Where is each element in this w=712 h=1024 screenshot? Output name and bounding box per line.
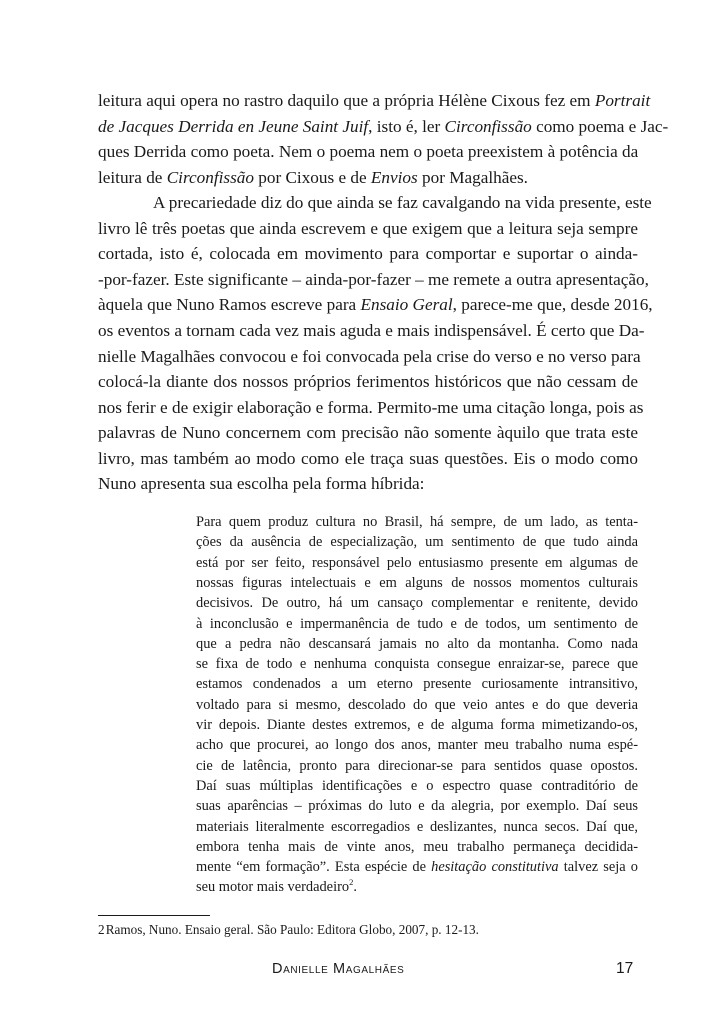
body-line bbox=[98, 216, 638, 241]
quote-text: vir depois. Diante destes extremos, e de alguma forma mimetizando-os, bbox=[196, 717, 638, 733]
quote-text: embora tenha mais de vinte anos, meu trabalho permaneça decidida- bbox=[196, 838, 638, 855]
body-text: ques Derrida como poeta. Nem o poema nem o poeta preexistem à potência da bbox=[98, 142, 639, 162]
quote-text: seu motor mais verdadeiro bbox=[196, 879, 350, 896]
body-text: nos ferir e de exigir elaboração e forma. Permito-me uma citação longa, pois as bbox=[98, 397, 644, 417]
quote-line bbox=[196, 776, 638, 797]
body-text: leitura aqui opera no rastro daquilo que a própria Hélène Cixous fez em bbox=[98, 91, 595, 110]
body-text: palavras de Nuno concernem com precisão não somente àquilo que trata este bbox=[98, 423, 638, 443]
quote-text: à inconclusão e impermanência de tudo e de todos, um sentimento de bbox=[196, 615, 638, 632]
quote-italic: hesitação constitutiva bbox=[431, 859, 559, 876]
footnote-text: Ramos, Nuno. Ensaio geral. São Paulo: Editora Globo, 2007, p. 12-13. bbox=[105, 922, 479, 937]
quote-text: Para quem produz cultura no Brasil, há sempre, de um lado, as tenta- bbox=[196, 514, 638, 530]
body-text: colocá-la diante dos nossos próprios ferimentos históricos que não cessam de bbox=[98, 372, 638, 392]
quote-line bbox=[196, 796, 638, 817]
quote-line bbox=[196, 553, 638, 574]
body-text: cortada, isto é, colocada em movimento para comportar e suportar o ainda- bbox=[98, 244, 638, 264]
body-line bbox=[98, 165, 638, 190]
quote-text: acho que procurei, ao longo dos anos, manter meu trabalho numa espé- bbox=[196, 737, 638, 754]
body-italic: Portrait bbox=[594, 91, 651, 110]
body-text: por Magalhães. bbox=[417, 167, 528, 187]
body-line bbox=[98, 369, 638, 394]
body-line bbox=[98, 114, 669, 139]
quote-text: suas aparências – próximas do luto e da alegria, por exemplo. Daí seus bbox=[196, 798, 638, 815]
body-text: livro, mas também ao modo como ele traça suas questões. Eis o modo como bbox=[98, 448, 638, 468]
body-text: por Cixous e de bbox=[253, 167, 371, 187]
quote-line bbox=[196, 857, 638, 878]
body-italic: Circonfissão bbox=[166, 167, 254, 187]
quote-line bbox=[196, 837, 638, 858]
body-italic: Circonfissão bbox=[444, 116, 532, 136]
quote-line bbox=[196, 695, 638, 716]
body-text: os eventos a tornam cada vez mais aguda e mais indispensável. É certo que Da- bbox=[98, 320, 645, 340]
quote-line bbox=[196, 877, 638, 898]
quote-line bbox=[196, 634, 638, 655]
quote-text: que a pedra não descansará jamais no alto da montanha. Como nada bbox=[196, 635, 638, 652]
body-text: como poema e Jac- bbox=[531, 116, 669, 136]
body-italic: Envios bbox=[370, 167, 418, 187]
quote-line bbox=[196, 735, 638, 756]
body-text: àquela que Nuno Ramos escreve para bbox=[98, 295, 361, 315]
body-text: -por-fazer. Este significante – ainda-por-fazer – me remete a outra apresentação, bbox=[98, 269, 649, 289]
page-number: 17 bbox=[616, 960, 634, 977]
body-text: livro lê três poetas que ainda escrevem e que exigem que a leitura seja sempre bbox=[98, 218, 638, 238]
body-line bbox=[98, 471, 638, 496]
quote-text: ções da ausência de especialização, um sentimento de que tudo ainda bbox=[196, 534, 638, 551]
body-line bbox=[153, 190, 652, 215]
quote-text: nossas figuras intelectuais e em alguns de nossos momentos culturais bbox=[196, 574, 638, 591]
footnote-number: 2 bbox=[98, 922, 105, 937]
footnote bbox=[98, 921, 479, 939]
quote-text: se fixa de todo e nenhuma conquista consegue enraizar-se, parece que bbox=[196, 656, 638, 673]
body-line bbox=[98, 395, 644, 420]
quote-line bbox=[196, 817, 638, 838]
body-line bbox=[98, 139, 638, 164]
body-line bbox=[98, 241, 638, 266]
body-text: nielle Magalhães convocou e foi convocada pela crise do verso e no verso para bbox=[98, 346, 641, 366]
quote-line bbox=[196, 614, 638, 635]
quote-line bbox=[196, 715, 638, 736]
body-text: leitura de bbox=[98, 167, 167, 187]
quote-text: talvez seja o bbox=[558, 859, 639, 876]
quote-text: decisivos. De outro, há um cansaço complementar e renitente, devido bbox=[196, 595, 638, 612]
quote-text: cie de latência, pronto para direcionar-se para sentidos quase opostos. bbox=[196, 757, 638, 774]
body-line bbox=[98, 88, 651, 113]
quote-line bbox=[196, 512, 638, 533]
quote-line bbox=[196, 756, 638, 777]
footnote-reference: 2 bbox=[349, 877, 354, 888]
body-italic: de Jacques Derrida en Jeune Saint Juif bbox=[98, 116, 369, 136]
body-line bbox=[98, 446, 638, 471]
quote-line bbox=[196, 532, 638, 553]
body-italic: Ensaio Geral bbox=[360, 295, 453, 315]
body-line bbox=[98, 344, 641, 369]
quote-line bbox=[196, 654, 638, 675]
body-text: A precariedade diz do que ainda se faz cavalgando na vida presente, este bbox=[153, 193, 652, 213]
quote-text: mente “em formação”. Esta espécie de bbox=[196, 859, 432, 876]
quote-text: estamos condenados a um eterno presente curiosamente intransitivo, bbox=[196, 676, 638, 693]
quote-line bbox=[196, 674, 638, 695]
quote-text: voltado para si mesmo, descolado do que veio antes e do que deveria bbox=[196, 696, 638, 713]
quote-text: está por ser feito, responsável pelo entusiasmo presente em algumas de bbox=[196, 554, 638, 571]
body-line bbox=[98, 318, 645, 343]
body-line bbox=[98, 292, 653, 317]
running-head-author: Danielle Magalhães bbox=[272, 961, 405, 977]
quote-line bbox=[196, 593, 638, 614]
body-line bbox=[98, 420, 638, 445]
footnote-separator bbox=[98, 915, 210, 916]
quote-text: materiais literalmente escorregadios e deslizantes, nunca secos. Daí que, bbox=[196, 818, 638, 835]
quote-line bbox=[196, 573, 638, 594]
body-text: Nuno apresenta sua escolha pela forma híbrida: bbox=[98, 474, 425, 494]
quote-text: . bbox=[353, 879, 357, 896]
body-text: , parece-me que, desde 2016, bbox=[452, 295, 653, 315]
quote-text: Daí suas múltiplas identificações e o espectro quase contraditório de bbox=[196, 777, 638, 794]
body-line bbox=[98, 267, 649, 292]
body-text: , isto é, ler bbox=[368, 116, 445, 136]
